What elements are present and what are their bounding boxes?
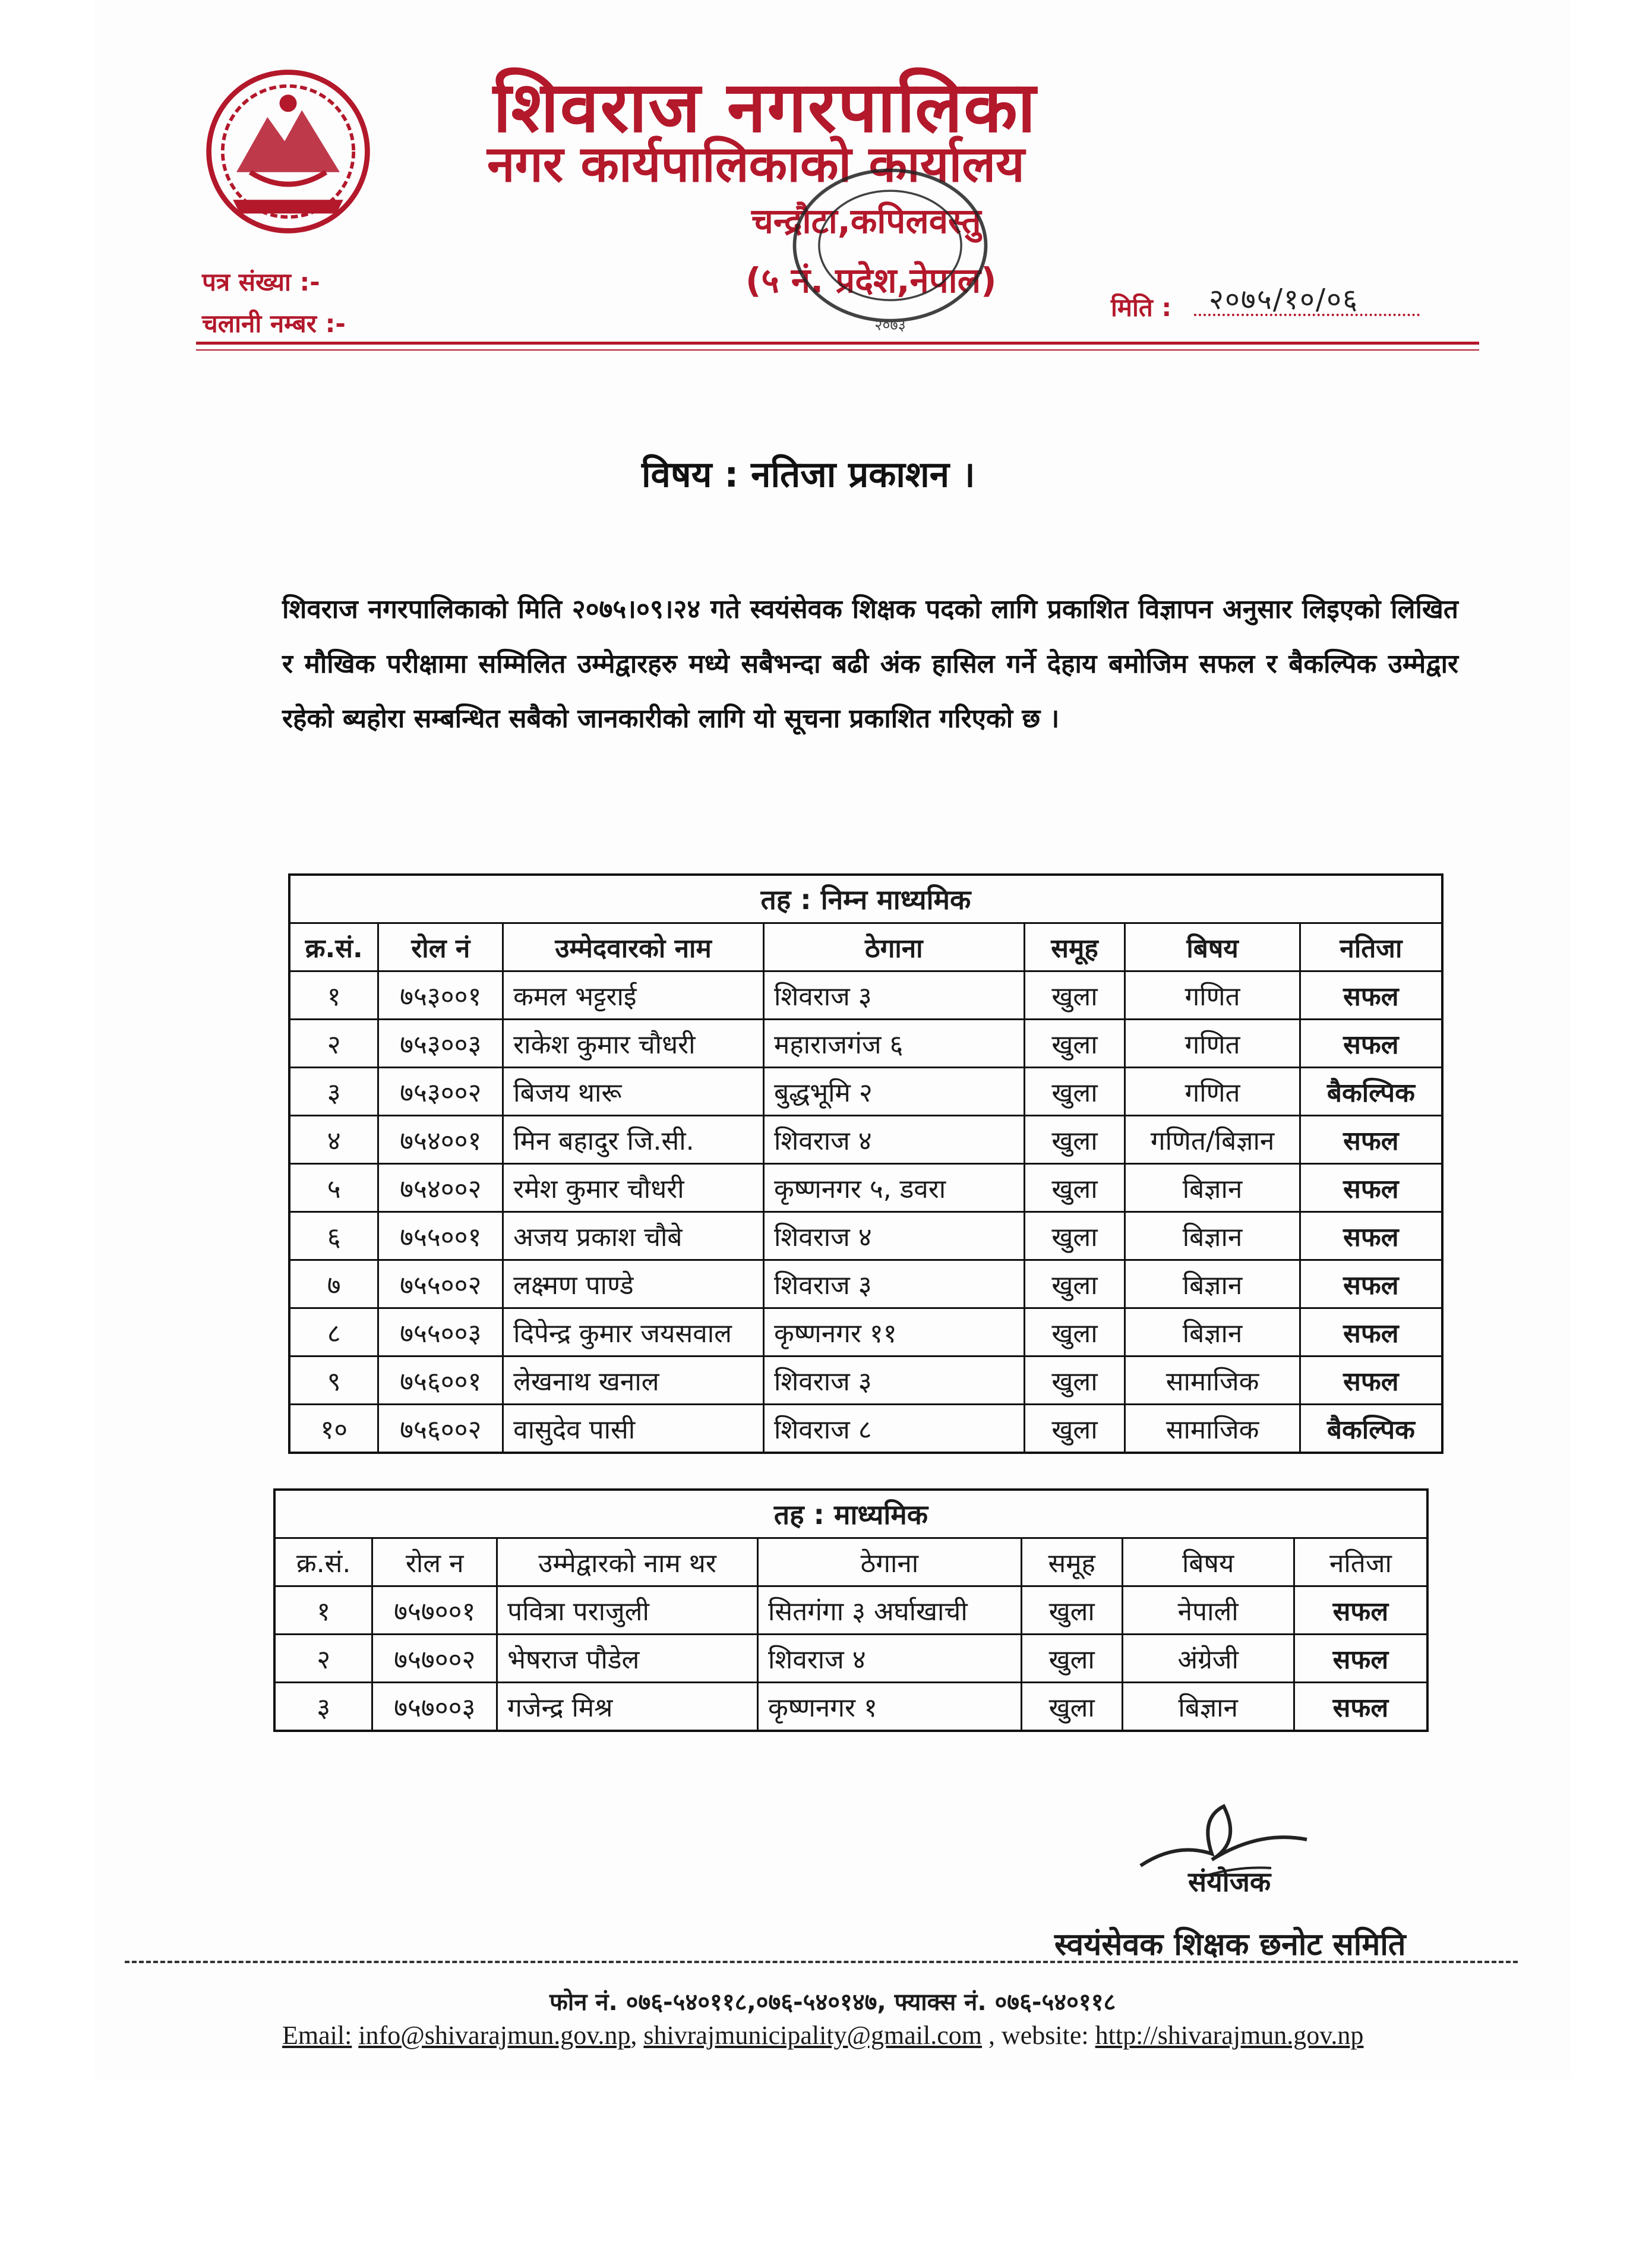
serial-cell: ३: [289, 1068, 378, 1116]
result-cell: सफल: [1294, 1683, 1427, 1731]
subject-cell: अंग्रेजी: [1122, 1635, 1294, 1683]
group-cell: खुला: [1024, 1212, 1125, 1260]
name-cell: अजय प्रकाश चौबे: [503, 1212, 764, 1260]
table-row: [289, 1405, 1442, 1453]
results-table-lower-secondary: [288, 873, 1443, 1454]
table-row: [289, 1116, 1442, 1164]
table-body: [274, 1586, 1427, 1731]
roll-cell: ७५४००२: [378, 1164, 503, 1212]
serial-cell: १०: [289, 1405, 378, 1453]
col-roll: रोल न: [372, 1538, 497, 1586]
name-cell: मिन बहादुर जि.सी.: [503, 1116, 764, 1164]
table-row: [289, 1260, 1442, 1308]
email-label: Email:: [282, 2021, 352, 2050]
result-cell: सफल: [1300, 1308, 1442, 1356]
group-cell: खुला: [1021, 1586, 1122, 1635]
table-row: [289, 971, 1442, 1020]
footer-divider: [125, 1961, 1518, 1963]
subject-cell: गणित: [1125, 971, 1300, 1020]
table-row: [289, 1308, 1442, 1356]
address-cell: बुद्धभूमि २: [763, 1068, 1024, 1116]
group-cell: खुला: [1024, 1356, 1125, 1405]
result-cell: सफल: [1300, 1164, 1442, 1212]
roll-cell: ७५७००१: [372, 1586, 497, 1635]
serial-cell: ६: [289, 1212, 378, 1260]
name-cell: गजेन्द्र मिश्र: [497, 1683, 758, 1731]
table-row: [289, 1212, 1442, 1260]
col-address: ठेगाना: [758, 1538, 1022, 1586]
table-row: [289, 1068, 1442, 1116]
name-cell: दिपेन्द्र कुमार जयसवाल: [503, 1308, 764, 1356]
address-cell: सितगंगा ३ अर्घाखाची: [758, 1586, 1022, 1635]
result-cell: सफल: [1300, 1020, 1442, 1068]
address-cell: शिवराज ३: [763, 1260, 1024, 1308]
result-cell: सफल: [1300, 1212, 1442, 1260]
col-serial: क्र.सं.: [289, 923, 378, 971]
col-roll: रोल नं: [378, 923, 503, 971]
table-row: [274, 1635, 1427, 1683]
subject-cell: बिज्ञान: [1125, 1212, 1300, 1260]
office-stamp-icon: [760, 160, 1034, 339]
col-subject: बिषय: [1122, 1538, 1294, 1586]
table-body: [289, 971, 1442, 1453]
serial-cell: ८: [289, 1308, 378, 1356]
results-table-secondary: [273, 1488, 1429, 1732]
name-cell: राकेश कुमार चौधरी: [503, 1020, 764, 1068]
serial-cell: ५: [289, 1164, 378, 1212]
result-cell: सफल: [1300, 971, 1442, 1020]
svg-text:२०७३: २०७३: [874, 316, 906, 334]
subject-cell: गणित/बिज्ञान: [1125, 1116, 1300, 1164]
roll-cell: ७५३००१: [378, 971, 503, 1020]
name-cell: लक्ष्मण पाण्डे: [503, 1260, 764, 1308]
col-group: समूह: [1024, 923, 1125, 971]
roll-cell: ७५३००२: [378, 1068, 503, 1116]
serial-cell: ९: [289, 1356, 378, 1405]
footer-phone: फोन नं. ०७६-५४०११८,०७६-५४०१४७, फ्याक्स नं. ०७६-५४०११८: [549, 1989, 1116, 2016]
group-cell: खुला: [1021, 1635, 1122, 1683]
group-cell: खुला: [1024, 1068, 1125, 1116]
name-cell: बिजय थारू: [503, 1068, 764, 1116]
subject-cell: नेपाली: [1122, 1586, 1294, 1635]
group-cell: खुला: [1024, 1020, 1125, 1068]
roll-cell: ७५५००२: [378, 1260, 503, 1308]
address-cell: कृष्णनगर ५, डवरा: [763, 1164, 1024, 1212]
col-name: उम्मेदवारको नाम: [503, 923, 764, 971]
group-cell: खुला: [1024, 1260, 1125, 1308]
col-result: नतिजा: [1300, 923, 1442, 971]
address-cell: शिवराज ३: [763, 1356, 1024, 1405]
committee-name: स्वयंसेवक शिक्षक छनोट समिति: [1054, 1927, 1406, 1963]
email-link-1[interactable]: info@shivarajmun.gov.np: [358, 2021, 631, 2050]
serial-cell: २: [289, 1020, 378, 1068]
group-cell: खुला: [1024, 1308, 1125, 1356]
subject-cell: सामाजिक: [1125, 1405, 1300, 1453]
group-cell: खुला: [1024, 1405, 1125, 1453]
address-cell: शिवराज ८: [763, 1405, 1024, 1453]
table-row: [289, 1020, 1442, 1068]
address-cell: शिवराज ४: [763, 1212, 1024, 1260]
subject-cell: गणित: [1125, 1020, 1300, 1068]
serial-cell: १: [289, 971, 378, 1020]
header-rule-thin: [196, 349, 1479, 351]
name-cell: भेषराज पौडेल: [497, 1635, 758, 1683]
serial-cell: १: [274, 1586, 372, 1635]
name-cell: रमेश कुमार चौधरी: [503, 1164, 764, 1212]
result-cell: सफल: [1300, 1116, 1442, 1164]
address-cell: कृष्णनगर ११: [763, 1308, 1024, 1356]
serial-cell: ४: [289, 1116, 378, 1164]
result-cell: सफल: [1300, 1260, 1442, 1308]
header-rule: [196, 342, 1479, 345]
letter-number-label: पत्र संख्या :-: [202, 267, 320, 296]
dispatch-number-label: चलानी नम्बर :-: [202, 309, 346, 338]
roll-cell: ७५७००२: [372, 1635, 497, 1683]
subject-cell: गणित: [1125, 1068, 1300, 1116]
col-serial: क्र.सं.: [274, 1538, 372, 1586]
subject-cell: बिज्ञान: [1125, 1308, 1300, 1356]
signatory-role: संयोजक: [1188, 1866, 1271, 1898]
table-caption: तह : निम्न माध्यमिक: [289, 875, 1442, 923]
name-cell: कमल भट्टराई: [503, 971, 764, 1020]
website-label: , website:: [988, 2021, 1089, 2050]
result-cell: सफल: [1300, 1356, 1442, 1405]
roll-cell: ७५५००१: [378, 1212, 503, 1260]
date-label: मिति :: [1111, 293, 1172, 322]
table-header-row: [289, 923, 1442, 971]
col-name: उम्मेद्वारको नाम थर: [497, 1538, 758, 1586]
address-cell: शिवराज ३: [763, 971, 1024, 1020]
result-cell: सफल: [1294, 1586, 1427, 1635]
serial-cell: ३: [274, 1683, 372, 1731]
result-cell: सफल: [1294, 1635, 1427, 1683]
name-cell: पवित्रा पराजुली: [497, 1586, 758, 1635]
table-caption: तह : माध्यमिक: [274, 1490, 1427, 1538]
group-cell: खुला: [1024, 971, 1125, 1020]
address-cell: महाराजगंज ६: [763, 1020, 1024, 1068]
address-cell: कृष्णनगर १: [758, 1683, 1022, 1731]
roll-cell: ७५३००३: [378, 1020, 503, 1068]
group-cell: खुला: [1021, 1683, 1122, 1731]
table-row: [289, 1356, 1442, 1405]
email-link-2[interactable]: shivrajmunicipality@gmail.com: [643, 2021, 982, 2050]
subject-line: विषय : नतिजा प्रकाशन ।: [642, 454, 975, 496]
subject-cell: बिज्ञान: [1122, 1683, 1294, 1731]
date-value: २०७५/१०/०६: [1209, 283, 1359, 316]
address-cell: शिवराज ४: [763, 1116, 1024, 1164]
col-address: ठेगाना: [763, 923, 1024, 971]
subject-cell: बिज्ञान: [1125, 1260, 1300, 1308]
office-province: (५ नं. प्रदेश,नेपाल): [746, 260, 997, 301]
government-emblem-icon: [202, 65, 374, 238]
office-address: चन्द्रौटा,कपिलवस्तु: [751, 201, 981, 241]
office-title: नगर कार्यपालिकाको कार्यालय: [487, 134, 1025, 193]
table-row: [274, 1683, 1427, 1731]
group-cell: खुला: [1024, 1164, 1125, 1212]
table-row: [289, 1164, 1442, 1212]
serial-cell: २: [274, 1635, 372, 1683]
date-underline: [1194, 314, 1420, 316]
table-header-row: [274, 1538, 1427, 1586]
address-cell: शिवराज ४: [758, 1635, 1022, 1683]
municipality-title: शिवराज नगरपालिका: [493, 65, 1037, 148]
roll-cell: ७५४००१: [378, 1116, 503, 1164]
result-cell: बैकल्पिक: [1300, 1405, 1442, 1453]
notice-body: शिवराज नगरपालिकाको मिति २०७५।०९।२४ गते स्वयंसेवक शिक्षक पदको लागि प्रकाशित विज्ञापन अनुसार लिइएको लिखित र मौखिक परीक्षामा सम्मिलित उम्मेद्वारहरु मध्ये सबैभन्दा बढी अंक हासिल गर्ने देहाय बमोजिम सफल र बैकल्पिक उम्मेद्वार रहेको ब्यहोरा सम्बन्धित सबैको जानकारीको लागि यो सूचना प्रकाशित गरिएको छ ।: [282, 594, 1458, 734]
roll-cell: ७५७००३: [372, 1683, 497, 1731]
result-cell: बैकल्पिक: [1300, 1068, 1442, 1116]
subject-cell: बिज्ञान: [1125, 1164, 1300, 1212]
roll-cell: ७५६००२: [378, 1405, 503, 1453]
col-group: समूह: [1021, 1538, 1122, 1586]
footer-contacts: Email: info@shivarajmun.gov.np, shivrajmunicipality@gmail.com , website: http://shivarajmun.gov.np: [282, 2021, 1364, 2050]
name-cell: वासुदेव पासी: [503, 1405, 764, 1453]
table-row: [274, 1586, 1427, 1635]
col-result: नतिजा: [1294, 1538, 1427, 1586]
website-link[interactable]: http://shivarajmun.gov.np: [1095, 2021, 1364, 2050]
serial-cell: ७: [289, 1260, 378, 1308]
name-cell: लेखनाथ खनाल: [503, 1356, 764, 1405]
subject-cell: सामाजिक: [1125, 1356, 1300, 1405]
roll-cell: ७५६००१: [378, 1356, 503, 1405]
group-cell: खुला: [1024, 1116, 1125, 1164]
col-subject: बिषय: [1125, 923, 1300, 971]
roll-cell: ७५५००३: [378, 1308, 503, 1356]
